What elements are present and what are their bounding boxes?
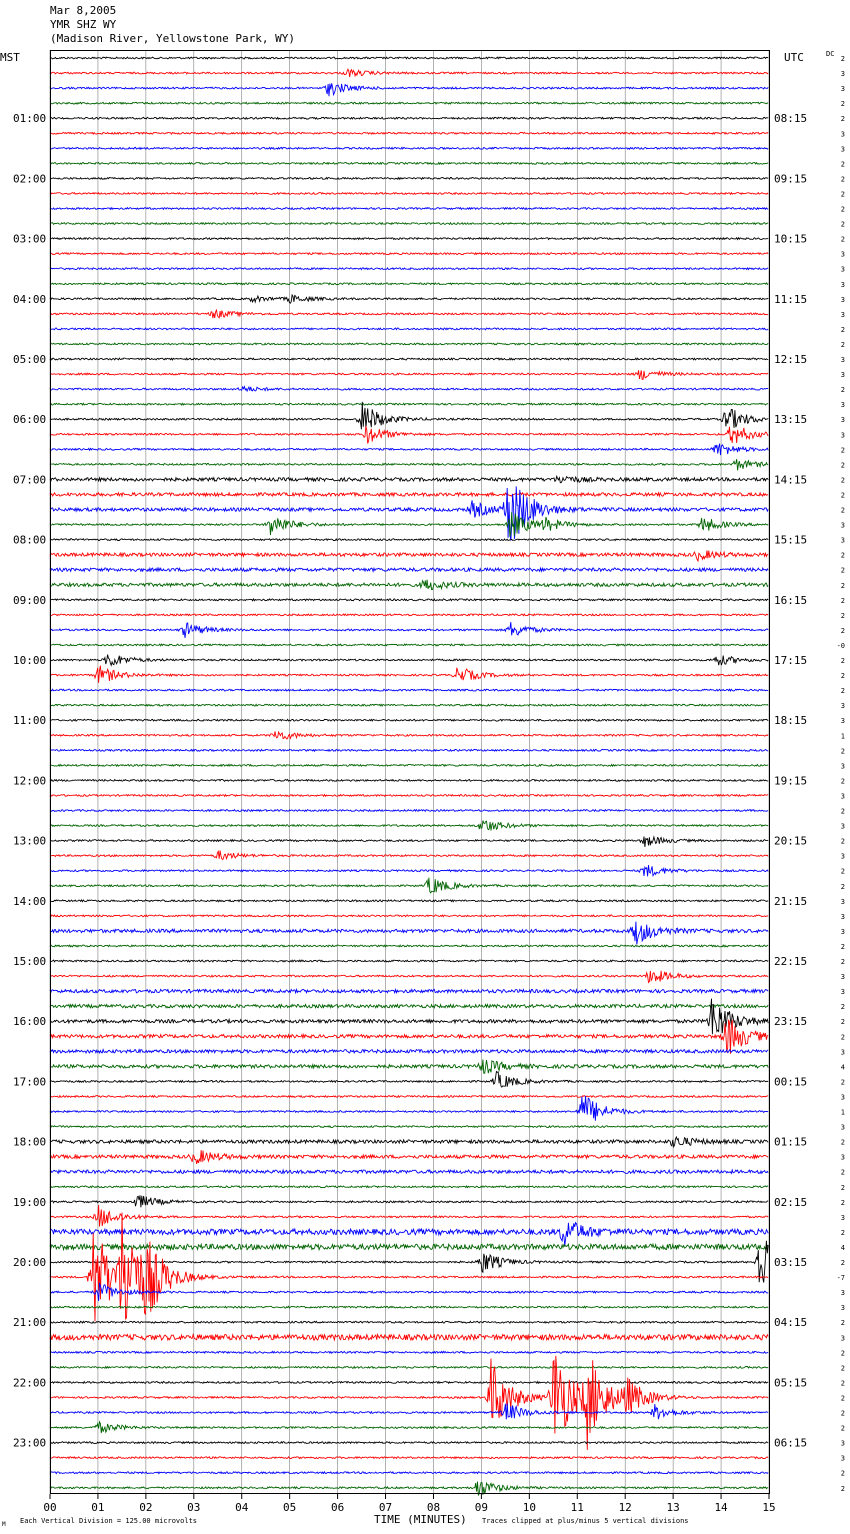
x-tick-label: 04 <box>235 1501 249 1514</box>
trace-row <box>50 1205 768 1227</box>
dc-offset-value: 2 <box>840 386 845 395</box>
left-hour-label: 17:00 <box>13 1075 47 1089</box>
trace-row <box>50 1223 768 1246</box>
dc-offset-value: 2 <box>840 1138 845 1147</box>
dc-offset-value: 2 <box>840 1349 845 1358</box>
right-hour-label: 13:15 <box>774 413 808 427</box>
x-tick-label: 00 <box>43 1501 57 1514</box>
trace-row <box>50 370 768 379</box>
trace-row <box>50 1335 768 1341</box>
trace-row <box>50 655 768 666</box>
right-hour-label: 00:15 <box>774 1075 808 1089</box>
trace-row <box>50 387 768 392</box>
dc-offset-value: 2 <box>840 867 845 876</box>
trace-row <box>50 83 768 96</box>
trace-row <box>50 795 768 797</box>
dc-offset-value: 3 <box>840 973 845 982</box>
right-hour-label: 15:15 <box>774 533 808 547</box>
dc-offset-value: 2 <box>840 115 845 124</box>
trace-row <box>50 1457 768 1459</box>
dc-offset-value: 3 <box>840 356 845 364</box>
right-hour-label: 20:15 <box>774 834 808 848</box>
trace-row <box>50 343 768 345</box>
trace-row <box>50 328 768 330</box>
dc-offset-value: 3 <box>840 1093 845 1102</box>
dc-offset-value: 4 <box>840 1063 845 1072</box>
trace-row <box>50 132 768 134</box>
trace-row <box>50 1195 768 1207</box>
right-hour-label: 14:15 <box>774 473 808 487</box>
dc-offset-value: 2 <box>840 160 845 169</box>
dc-offset-value: 2 <box>840 175 845 184</box>
right-zone-label: UTC <box>784 51 804 64</box>
right-hour-label: 09:15 <box>774 172 808 186</box>
dc-offset-value: 2 <box>840 596 845 605</box>
dc-offset-value: 2 <box>840 190 845 199</box>
dc-offset-value: 2 <box>840 1018 845 1027</box>
dc-offset-value: 2 <box>840 446 845 455</box>
x-tick-label: 09 <box>474 1501 489 1514</box>
x-tick-label: 14 <box>714 1501 728 1514</box>
dc-offset-value: 2 <box>840 581 845 590</box>
dc-offset-value: 2 <box>840 1259 845 1267</box>
trace-row <box>50 945 768 947</box>
left-hour-label: 01:00 <box>13 112 47 126</box>
trace-row <box>50 402 768 429</box>
trace-row <box>50 310 768 318</box>
trace-row <box>50 704 768 706</box>
station-label: YMR SHZ WY <box>50 18 117 31</box>
trace-row <box>50 644 768 646</box>
trace-row <box>50 1321 768 1323</box>
dc-offset-value: 3 <box>840 897 845 906</box>
trace-row <box>50 878 768 893</box>
trace-row <box>50 1403 768 1419</box>
date-label: Mar 8,2005 <box>50 4 117 17</box>
right-hour-label: 11:15 <box>774 292 808 306</box>
clip-note: Traces clipped at plus/minus 5 vertical divisions <box>482 1517 689 1525</box>
trace-row <box>50 459 768 470</box>
dc-offset-value: 3 <box>840 1439 845 1448</box>
x-tick-label: 07 <box>378 1501 393 1514</box>
left-hour-label: 13:00 <box>13 834 47 848</box>
trace-row <box>50 1356 768 1450</box>
dc-offset-value: 2 <box>840 1364 845 1373</box>
dc-offset-value: 3 <box>840 702 845 711</box>
dc-offset-value: 2 <box>840 626 845 635</box>
dc-offset-value: 3 <box>840 822 845 831</box>
trace-row <box>50 1186 768 1188</box>
dc-offset-value: 3 <box>840 792 845 801</box>
left-hour-label: 04:00 <box>13 292 47 306</box>
dc-offset-value: 1 <box>840 1108 845 1117</box>
trace-row <box>50 1213 768 1322</box>
trace-row <box>50 922 768 945</box>
x-tick-label: 06 <box>330 1501 345 1514</box>
x-tick-label: 10 <box>522 1501 536 1514</box>
trace-row <box>50 999 768 1035</box>
dc-offset-value: -0 <box>836 641 845 650</box>
trace-row <box>50 971 768 983</box>
location-label: (Madison River, Yellowstone Park, WY) <box>50 32 296 45</box>
left-hour-label: 22:00 <box>13 1376 47 1390</box>
dc-offset-value: 3 <box>840 1048 845 1057</box>
dc-offset-value: 3 <box>840 927 845 936</box>
trace-row <box>50 1096 768 1121</box>
left-hour-label: 10:00 <box>13 654 47 667</box>
dc-offset-value: 2 <box>840 340 845 349</box>
right-hour-label: 21:15 <box>774 894 808 908</box>
dc-offset-value: 4 <box>840 1243 845 1252</box>
trace-row <box>50 900 768 902</box>
dc-offset-value: 2 <box>840 1078 845 1087</box>
left-zone-label: MST <box>0 51 20 64</box>
trace-row <box>50 268 768 270</box>
dc-offset-value: 2 <box>840 942 845 951</box>
trace-row <box>50 719 768 721</box>
dc-offset-value: 3 <box>840 70 845 79</box>
trace-row <box>50 57 768 59</box>
trace-row <box>50 1367 768 1369</box>
trace-row <box>50 821 768 831</box>
trace-row <box>50 426 768 443</box>
left-hour-label: 11:00 <box>13 714 47 728</box>
left-hour-label: 16:00 <box>13 1015 47 1029</box>
dc-offset-value: 3 <box>840 431 845 440</box>
dc-offset-value: 2 <box>840 1394 845 1403</box>
trace-row <box>50 1072 768 1088</box>
dc-offset-value: 3 <box>840 852 845 861</box>
trace-row <box>50 1422 768 1433</box>
x-tick-label: 05 <box>283 1501 297 1514</box>
dc-offset-value: 3 <box>840 85 845 94</box>
right-hour-label: 17:15 <box>774 654 808 667</box>
left-hour-label: 06:00 <box>13 413 47 427</box>
left-hour-label: 15:00 <box>13 955 47 968</box>
right-hour-label: 06:15 <box>774 1436 808 1450</box>
right-hour-label: 02:15 <box>774 1195 808 1209</box>
dc-offset-value: 2 <box>840 777 845 786</box>
right-hour-label: 08:15 <box>774 112 808 126</box>
dc-offset-value: 2 <box>840 1168 845 1177</box>
trace-row <box>50 1170 768 1173</box>
right-hour-label: 04:15 <box>774 1316 808 1330</box>
trace-row <box>50 1005 768 1008</box>
x-tick-label: 11 <box>570 1501 584 1514</box>
seismic-traces <box>50 57 768 1495</box>
right-hour-label: 23:15 <box>774 1015 808 1029</box>
dc-offset-value: 2 <box>840 672 845 681</box>
left-hour-labels <box>13 112 46 1449</box>
dc-offset-value: 3 <box>840 1289 845 1298</box>
dc-offset-value: 3 <box>840 1123 845 1132</box>
trace-row <box>50 1126 768 1128</box>
dc-offset-value: 2 <box>840 1183 845 1192</box>
trace-row <box>50 732 768 740</box>
left-hour-label: 03:00 <box>13 232 47 246</box>
dc-offset-value: 3 <box>840 1213 845 1222</box>
dc-offset-value: 2 <box>840 657 845 665</box>
dc-offset-value: 3 <box>840 416 845 425</box>
x-axis-label: TIME (MINUTES) <box>374 1513 467 1526</box>
left-hour-label: 02:00 <box>13 172 47 186</box>
dc-offset-value: 2 <box>840 807 845 816</box>
right-hour-label: 03:15 <box>774 1256 808 1269</box>
trace-row <box>50 614 768 616</box>
left-hour-label: 05:00 <box>13 353 47 366</box>
x-tick-label: 15 <box>762 1501 776 1514</box>
trace-row <box>50 989 768 992</box>
left-hour-label: 18:00 <box>13 1135 47 1149</box>
right-hour-label: 01:15 <box>774 1135 808 1149</box>
trace-row <box>50 1472 768 1474</box>
dc-offset-value: 3 <box>840 310 845 319</box>
trace-row <box>50 102 768 104</box>
dc-offset-value: 2 <box>840 205 845 214</box>
dc-offset-value: 2 <box>840 1198 845 1207</box>
trace-row <box>50 493 768 496</box>
trace-row <box>50 117 768 119</box>
trace-row <box>50 1020 768 1054</box>
trace-row <box>50 193 768 195</box>
dc-offset-value: -7 <box>836 1274 845 1283</box>
x-tick-label: 12 <box>618 1501 632 1514</box>
x-tick-label: 03 <box>187 1501 201 1514</box>
trace-row <box>50 512 768 537</box>
trace-row <box>50 69 768 77</box>
dc-offset-value: 3 <box>840 521 845 530</box>
dc-offset-value: 3 <box>840 1304 845 1313</box>
dc-offset-value: 2 <box>840 1379 845 1388</box>
left-hour-label: 12:00 <box>13 774 47 788</box>
dc-offset-value: 2 <box>840 1409 845 1418</box>
right-hour-label: 22:15 <box>774 955 808 968</box>
dc-offset-value: 2 <box>840 235 845 244</box>
trace-row <box>50 238 768 240</box>
trace-row <box>50 851 768 860</box>
trace-row <box>50 358 768 360</box>
trace-row <box>50 960 768 962</box>
right-hour-label: 19:15 <box>774 774 808 788</box>
dc-offset-value: 3 <box>840 912 845 921</box>
trace-row <box>50 749 768 751</box>
trace-row <box>50 283 768 285</box>
left-hour-label: 23:00 <box>13 1436 47 1450</box>
right-hour-label: 05:15 <box>774 1376 808 1390</box>
dc-offset-value: 3 <box>840 371 845 380</box>
dc-offset-value: 2 <box>840 55 845 63</box>
trace-row <box>50 780 768 782</box>
left-hour-label: 08:00 <box>13 533 47 547</box>
trace-row <box>50 1351 768 1353</box>
dc-offset-value: 3 <box>840 1334 845 1343</box>
dc-offset-value: 3 <box>840 145 845 154</box>
right-hour-label: 12:15 <box>774 353 808 366</box>
dc-header: DC <box>826 50 835 58</box>
trace-row <box>50 253 768 255</box>
dc-offset-value: 2 <box>840 325 845 334</box>
left-hour-label: 09:00 <box>13 593 47 607</box>
trace-row <box>50 765 768 767</box>
trace-row <box>50 568 768 571</box>
trace-row <box>50 1244 768 1250</box>
trace-row <box>50 1306 768 1308</box>
x-tick-label: 01 <box>91 1501 105 1514</box>
trace-row <box>50 689 768 691</box>
dc-offset-value: 1 <box>840 732 845 741</box>
dc-offset-value: 2 <box>840 882 845 891</box>
trace-row <box>50 865 768 876</box>
dc-offset-value: 3 <box>840 536 845 545</box>
left-hour-label: 21:00 <box>13 1316 47 1330</box>
dc-offset-value: 2 <box>840 1469 845 1478</box>
dc-offset-value: 2 <box>840 100 845 109</box>
dc-offset-value: 2 <box>840 1033 845 1042</box>
left-hour-label: 20:00 <box>13 1256 47 1269</box>
dc-offset-value: 2 <box>840 1228 845 1237</box>
scale-note: Each Vertical Division = 125.00 microvolts <box>20 1517 198 1525</box>
trace-row <box>50 1150 768 1164</box>
dc-offset-value: 3 <box>840 280 845 289</box>
trace-row <box>50 178 768 180</box>
trace-row <box>50 622 768 638</box>
trace-row <box>50 1050 768 1053</box>
trace-row <box>50 915 768 917</box>
trace-row <box>50 550 768 561</box>
dc-offset-column <box>837 55 845 1493</box>
dc-offset-value: 2 <box>840 491 845 500</box>
trace-row <box>50 295 768 303</box>
dc-offset-value: 3 <box>840 295 845 304</box>
trace-row <box>50 1442 768 1444</box>
dc-offset-value: 2 <box>840 461 845 470</box>
x-axis-ticks <box>43 1494 775 1514</box>
trace-row <box>50 444 768 456</box>
right-hour-label: 18:15 <box>774 714 808 728</box>
trace-row <box>50 208 768 210</box>
dc-offset-value: 3 <box>840 130 845 139</box>
trace-row <box>50 810 768 812</box>
trace-row <box>50 1096 768 1098</box>
trace-row <box>50 147 768 149</box>
left-hour-label: 19:00 <box>13 1195 47 1209</box>
right-hour-label: 16:15 <box>774 593 808 607</box>
trace-row <box>50 580 768 590</box>
dc-offset-value: 2 <box>840 747 845 756</box>
trace-row <box>50 1060 768 1074</box>
x-tick-label: 13 <box>666 1501 680 1514</box>
dc-offset-value: 2 <box>840 687 845 696</box>
dc-offset-value: 2 <box>840 551 845 560</box>
corner-mark: M <box>2 1521 6 1528</box>
right-hour-labels <box>774 112 807 1449</box>
dc-offset-value: 3 <box>840 1454 845 1463</box>
dc-offset-value: 2 <box>840 611 845 620</box>
trace-row <box>50 666 768 683</box>
dc-offset-value: 3 <box>840 717 845 726</box>
left-hour-label: 14:00 <box>13 894 47 908</box>
dc-offset-value: 2 <box>840 1424 845 1433</box>
trace-row <box>50 476 768 482</box>
dc-offset-value: 3 <box>840 265 845 274</box>
dc-offset-value: 3 <box>840 250 845 259</box>
dc-offset-value: 2 <box>840 1484 845 1493</box>
dc-offset-value: 2 <box>840 566 845 575</box>
dc-offset-value: 2 <box>840 1003 845 1012</box>
x-tick-label: 02 <box>139 1501 153 1514</box>
trace-row <box>50 599 768 601</box>
dc-offset-value: 2 <box>840 958 845 966</box>
dc-offset-value: 2 <box>840 476 845 485</box>
dc-offset-value: 2 <box>840 1319 845 1328</box>
trace-row <box>50 1137 768 1147</box>
trace-row <box>50 403 768 405</box>
dc-offset-value: 3 <box>840 988 845 997</box>
trace-row <box>50 163 768 165</box>
trace-row <box>50 223 768 225</box>
trace-row <box>50 539 768 541</box>
left-hour-label: 07:00 <box>13 473 47 487</box>
trace-row <box>50 837 768 847</box>
right-hour-label: 10:15 <box>774 232 808 246</box>
trace-row <box>50 1382 768 1384</box>
dc-offset-value: 2 <box>840 506 845 515</box>
dc-offset-value: 3 <box>840 1153 845 1162</box>
dc-offset-value: 3 <box>840 401 845 410</box>
dc-offset-value: 2 <box>840 837 845 846</box>
dc-offset-value: 3 <box>840 762 845 771</box>
dc-offset-value: 2 <box>840 220 845 229</box>
x-tick-label: 08 <box>426 1501 441 1514</box>
